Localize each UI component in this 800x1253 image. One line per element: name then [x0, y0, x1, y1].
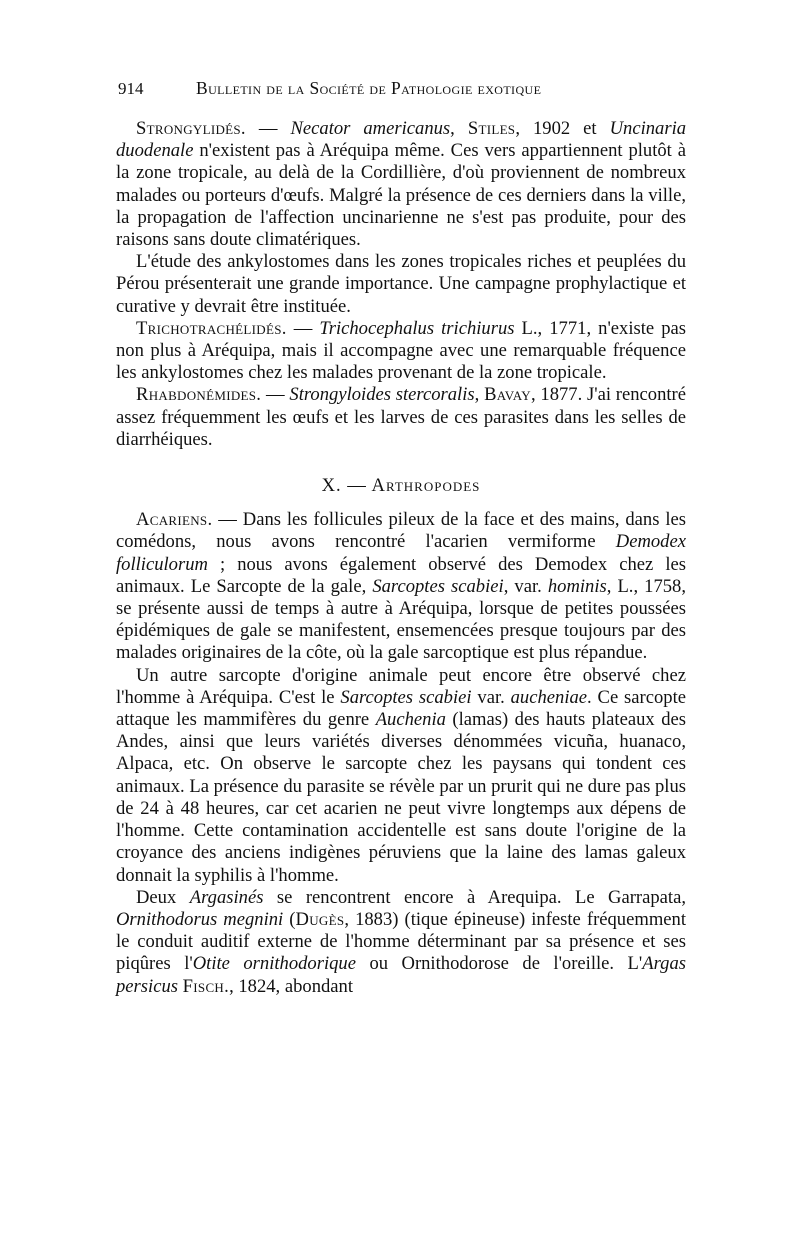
- italic-term: Demodex folliculorum: [116, 531, 686, 575]
- running-header: [118, 78, 718, 99]
- author-name: Stiles: [467, 118, 516, 139]
- italic-term: Ornithodorus megnini: [116, 908, 284, 930]
- paragraph: Un autre sarcopte d'origine animale peut encore être observé chez l'homme à Aréquipa. C'est le Sarcoptes scabiei var. aucheniae. Ce sarcopte attaque les mammifères du genre Auchenia (lamas) des hauts plateaux des Andes, ainsi que leurs variétés diverses dénommées vicuña, huanaco, Alpaca, etc. On observe le sarcopte chez les paysans qui tondent ces animaux. La présence du parasite se révèle par un prurit qui ne dure pas plus de 24 à 48 heures, car cet acarien ne peut vivre longtemps aux dépens de l'homme. Cette contamination accidentelle est sans doute l'origine de la croyance des anciens indigènes péruviens que la laine des lamas galeux donnait la syphilis à l'homme.: [116, 664, 686, 886]
- paragraph: Strongylidés. — Necator americanus, Stiles, 1902 et Uncinaria duodenale n'existent pas à Aréquipa même. Ces vers appartiennent plutôt à la zone tropicale, au delà de la Cordillière, d'où proviennent de nombreux malades ou porteurs d'œufs. Malgré la présence de ces derniers dans la ville, la propagation de l'affection uncinarienne ne s'est pas produite, pour des raisons sans doute climatériques.: [116, 118, 687, 251]
- italic-term: Argasinés: [189, 886, 264, 908]
- italic-term: hominis: [547, 575, 607, 597]
- page-number: 914: [118, 79, 144, 98]
- section-heading: X. — Arthropodes: [321, 475, 481, 497]
- paragraph: Acariens. — Dans les follicules pileux de la face et des mains, dans les comédons, nous avons rencontré l'acarien vermiforme Demodex folliculorum ; nous avons également observé des Demodex chez les animaux. Le Sarcopte de la gale, Sarcoptes scabiei, var. hominis, L., 1758, se présente aussi de temps à autre à Aréquipa, lorsque de petites poussées épidémiques de gale se manifestent, ensemencées presque toujours par des malades originaires de la côte, où la gale sarcoptique est plus répandue.: [116, 509, 687, 664]
- taxon-heading: Acariens.: [136, 509, 213, 531]
- italic-term: Sarcoptes scabiei: [372, 575, 504, 597]
- taxon-heading: Strongylidés.: [136, 118, 246, 139]
- author-name: Bavay: [484, 384, 531, 406]
- paragraph: Rhabdonémides. — Strongyloides stercoralis, Bavay, 1877. J'ai rencontré assez fréquemment les œufs et les larves de ces parasites dans les selles de diarrhéiques.: [116, 384, 687, 450]
- paragraph: L'étude des ankylostomes dans les zones tropicales riches et peuplées du Pérou présenterait une grande importance. Une campagne prophylactique et curative y devrait être instituée.: [116, 251, 686, 317]
- taxon-heading: Trichotrachélidés.: [136, 317, 287, 339]
- italic-term: Sarcoptes scabiei: [340, 686, 472, 708]
- italic-term: Argas persicus: [116, 953, 686, 997]
- italic-term: Trichocephalus trichiurus: [319, 317, 515, 339]
- italic-term: Necator americanus: [290, 118, 451, 139]
- journal-title: Bulletin de la Société de Pathologie exotique: [196, 78, 542, 98]
- paragraph: Deux Argasinés se rencontrent encore à Arequipa. Le Garrapata, Ornithodorus megnini (Dugès, 1883) (tique épineuse) infeste fréquemment le conduit auditif externe de l'homme déterminant par sa présence et ses piqûres l'Otite ornithodorique ou Ornithodorose de l'oreille. L'Argas persicus Fisch., 1824, abondant: [116, 886, 686, 997]
- italic-term: Strongyloides stercoralis: [289, 384, 475, 406]
- italic-term: Auchenia: [375, 709, 446, 731]
- italic-term: aucheniae: [510, 686, 588, 708]
- italic-term: Uncinaria duodenale: [116, 118, 687, 162]
- italic-term: Otite ornithodorique: [192, 953, 356, 975]
- article-body: [116, 118, 686, 998]
- author-name: Fisch.: [182, 975, 230, 997]
- author-name: Dugès: [295, 908, 345, 930]
- paragraph: Trichotrachélidés. — Trichocephalus trichiurus L., 1771, n'existe pas non plus à Aréquipa, mais il accompagne avec une remarquable fréquence les ankylostomes chez les malades provenant de la zone tropicale.: [116, 317, 687, 384]
- taxon-heading: Rhabdonémides.: [136, 384, 262, 406]
